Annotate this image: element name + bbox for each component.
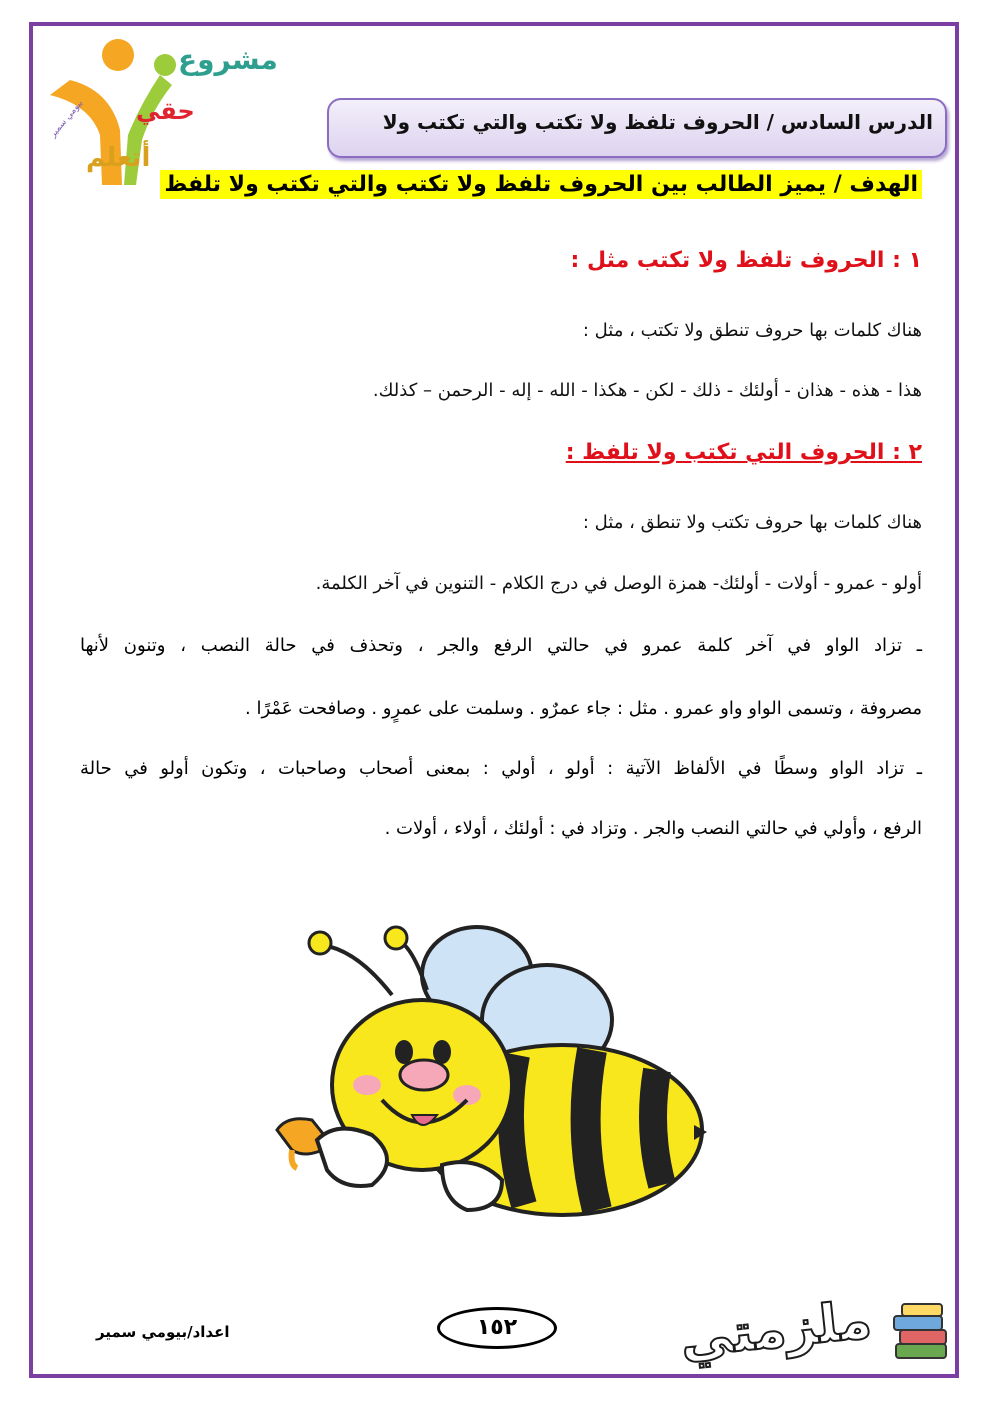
bee-illustration — [262, 910, 712, 1250]
para2-line2: الرفع ، وأولي في حالتي النصب والجر . وتزاد في : أولئك ، أولاء ، أولات . — [384, 818, 922, 839]
project-logo — [40, 35, 278, 185]
watermark-text: ملزمتي — [677, 1290, 875, 1370]
para1-line1: ـ تزاد الواو في آخر كلمة عمرو في حالتي الرفع والجر ، وتحذف في حالة النصب ، وتنون لأنها — [80, 635, 922, 656]
logo-text-right: حقي — [136, 97, 195, 125]
section2-intro: هناك كلمات بها حروف تكتب ولا تنطق ، مثل : — [582, 512, 922, 533]
page-number: ١٥٢ — [437, 1307, 557, 1349]
section1-intro: هناك كلمات بها حروف تنطق ولا تكتب ، مثل : — [582, 320, 922, 341]
lesson-goal: الهدف / يميز الطالب بين الحروف تلفظ ولا تكتب والتي تكتب ولا تلفظ — [160, 170, 922, 199]
section1-examples: هذا - هذه - هذان - أولئك - ذلك - لكن - هكذا - الله - إله - الرحمن – كذلك. — [372, 380, 922, 401]
para1-line2: مصروفة ، وتسمى الواو واو عمرو . مثل : جاء عمرٌو . وسلمت على عمرٍو . وصافحت عَمْرًا . — [245, 698, 922, 719]
para2-line1: ـ تزاد الواو وسطًا في الألفاظ الآتية : أولو ، أولي : بمعنى أصحاب وصاحبات ، وتكون أولو في حالة — [80, 758, 922, 779]
section2-examples: أولو - عمرو - أولات - أولئك- همزة الوصل في درج الكلام - التنوين في آخر الكلمة. — [315, 573, 922, 594]
books-icon — [890, 1298, 952, 1368]
logo-text-project: مشروع — [178, 43, 278, 76]
section1-heading: ١ : الحروف تلفظ ولا تكتب مثل : — [570, 248, 922, 273]
author-credit: اعداد/بيومي سمير — [96, 1323, 230, 1341]
site-watermark — [677, 1290, 950, 1380]
logo-text-learn: أتعلم — [86, 143, 151, 173]
svg-text:بيومي سمير: بيومي سمير — [48, 98, 86, 140]
section2-heading: ٢ : الحروف التي تكتب ولا تلفظ : — [565, 440, 922, 465]
lesson-title: الدرس السادس / الحروف تلفظ ولا تكتب والتي تكتب ولا — [327, 98, 947, 158]
